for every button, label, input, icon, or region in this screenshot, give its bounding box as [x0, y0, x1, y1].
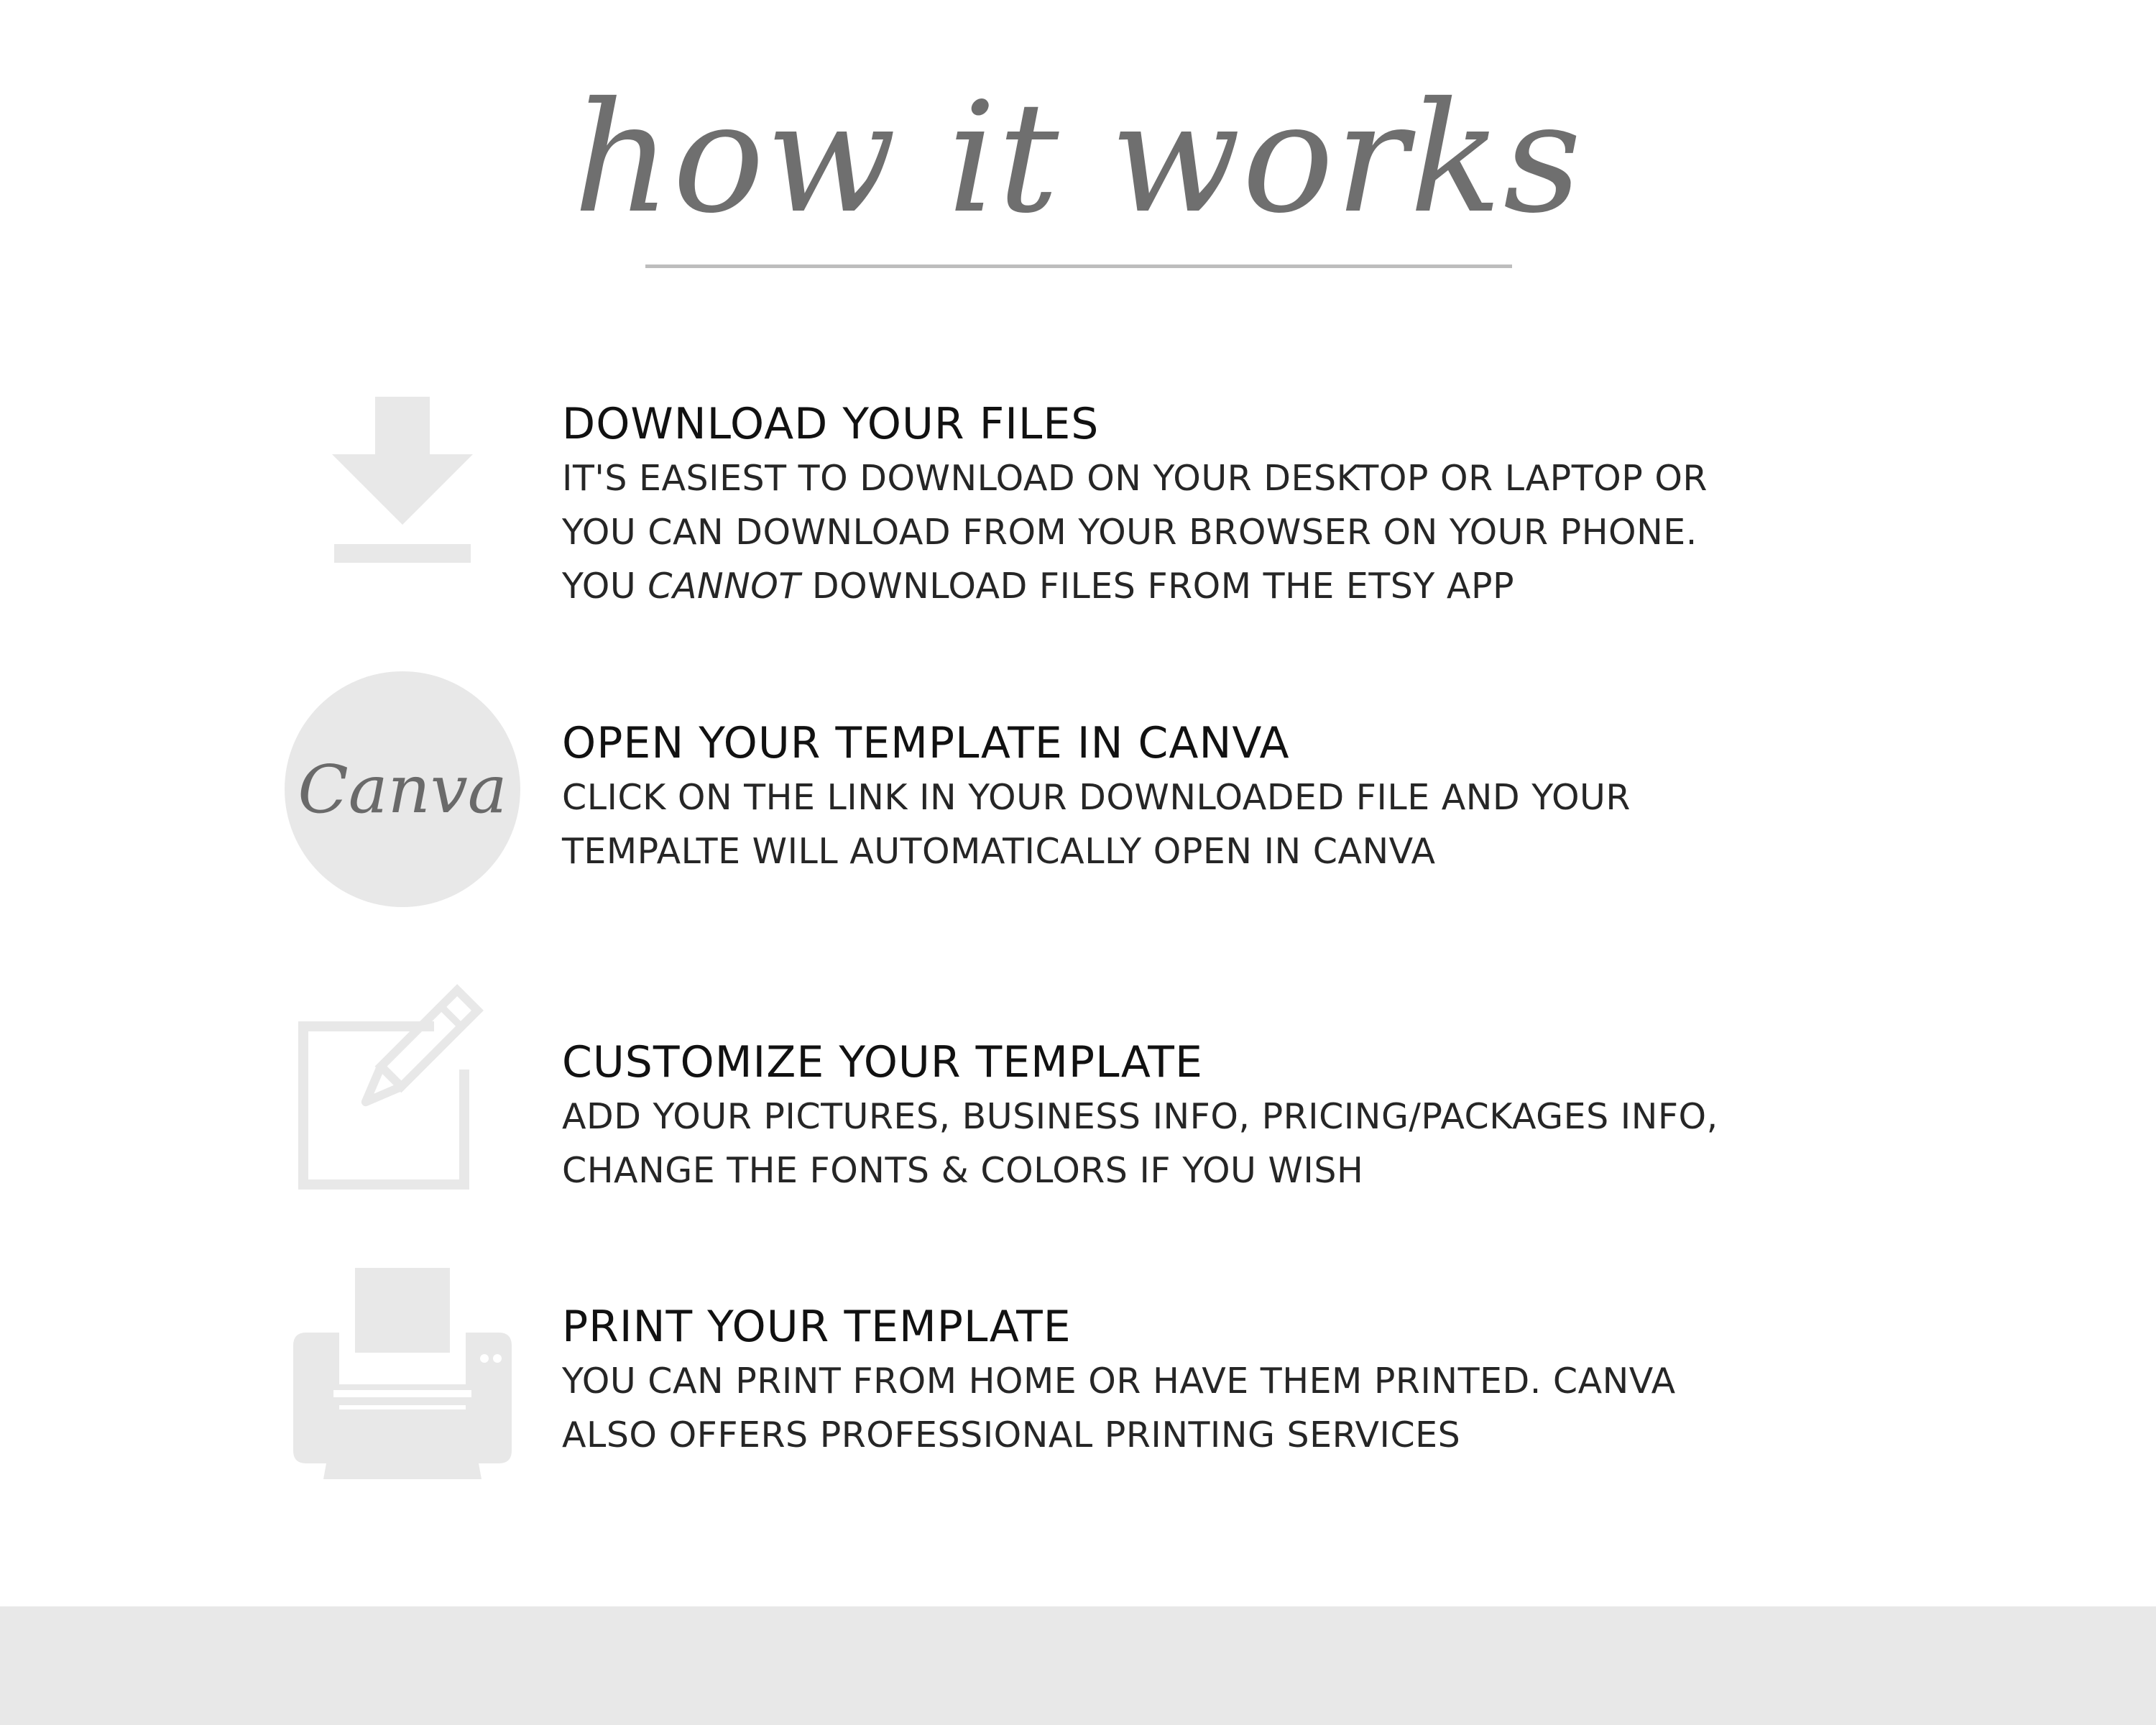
emphasis-text: CANNOT — [648, 566, 801, 607]
step-description-line: ADD YOUR PICTURES, BUSINESS INFO, PRICING/PACKAGES INFO, — [562, 1096, 1718, 1137]
step-description-line: YOU CAN DOWNLOAD FROM YOUR BROWSER ON YOUR PHONE. — [562, 512, 1697, 553]
step-description-line: CHANGE THE FONTS & COLORS IF YOU WISH — [562, 1150, 1364, 1191]
title-divider — [645, 264, 1512, 268]
step-heading: OPEN YOUR TEMPLATE IN CANVA — [562, 718, 1290, 768]
line-text: DOWNLOAD FILES FROM THE ETSY APP — [800, 566, 1515, 607]
line-text: YOU — [562, 566, 648, 607]
edit-pencil-icon — [298, 983, 513, 1190]
step-open-in-canva — [562, 716, 2071, 878]
step-description-line: ALSO OFFERS PROFESSIONAL PRINTING SERVICES — [562, 1414, 1461, 1455]
canva-logo-icon — [285, 671, 520, 907]
footer-band — [0, 1606, 2156, 1725]
step-description — [562, 1354, 2071, 1462]
step-download — [562, 397, 2071, 613]
printer-icon — [293, 1268, 512, 1479]
step-description — [562, 451, 2071, 613]
step-heading: PRINT YOUR TEMPLATE — [562, 1302, 1072, 1352]
download-icon — [332, 397, 473, 566]
step-description-line — [562, 559, 2071, 613]
step-print — [562, 1300, 2071, 1462]
step-description-line: TEMPALTE WILL AUTOMATICALLY OPEN IN CANVA — [562, 831, 1436, 872]
page-title: how it works — [573, 69, 1583, 247]
step-heading: DOWNLOAD YOUR FILES — [562, 399, 1100, 449]
step-description-line: IT'S EASIEST TO DOWNLOAD ON YOUR DESKTOP OR LAPTOP OR — [562, 458, 1708, 499]
canva-logo-text: Canva — [298, 751, 507, 828]
step-description — [562, 1090, 2071, 1197]
step-description-line: YOU CAN PRINT FROM HOME OR HAVE THEM PRINTED. CANVA — [562, 1361, 1676, 1402]
step-description-line: CLICK ON THE LINK IN YOUR DOWNLOADED FILE AND YOUR — [562, 777, 1631, 818]
step-heading: CUSTOMIZE YOUR TEMPLATE — [562, 1037, 1203, 1087]
step-description — [562, 770, 2071, 878]
step-customize — [562, 1035, 2071, 1197]
